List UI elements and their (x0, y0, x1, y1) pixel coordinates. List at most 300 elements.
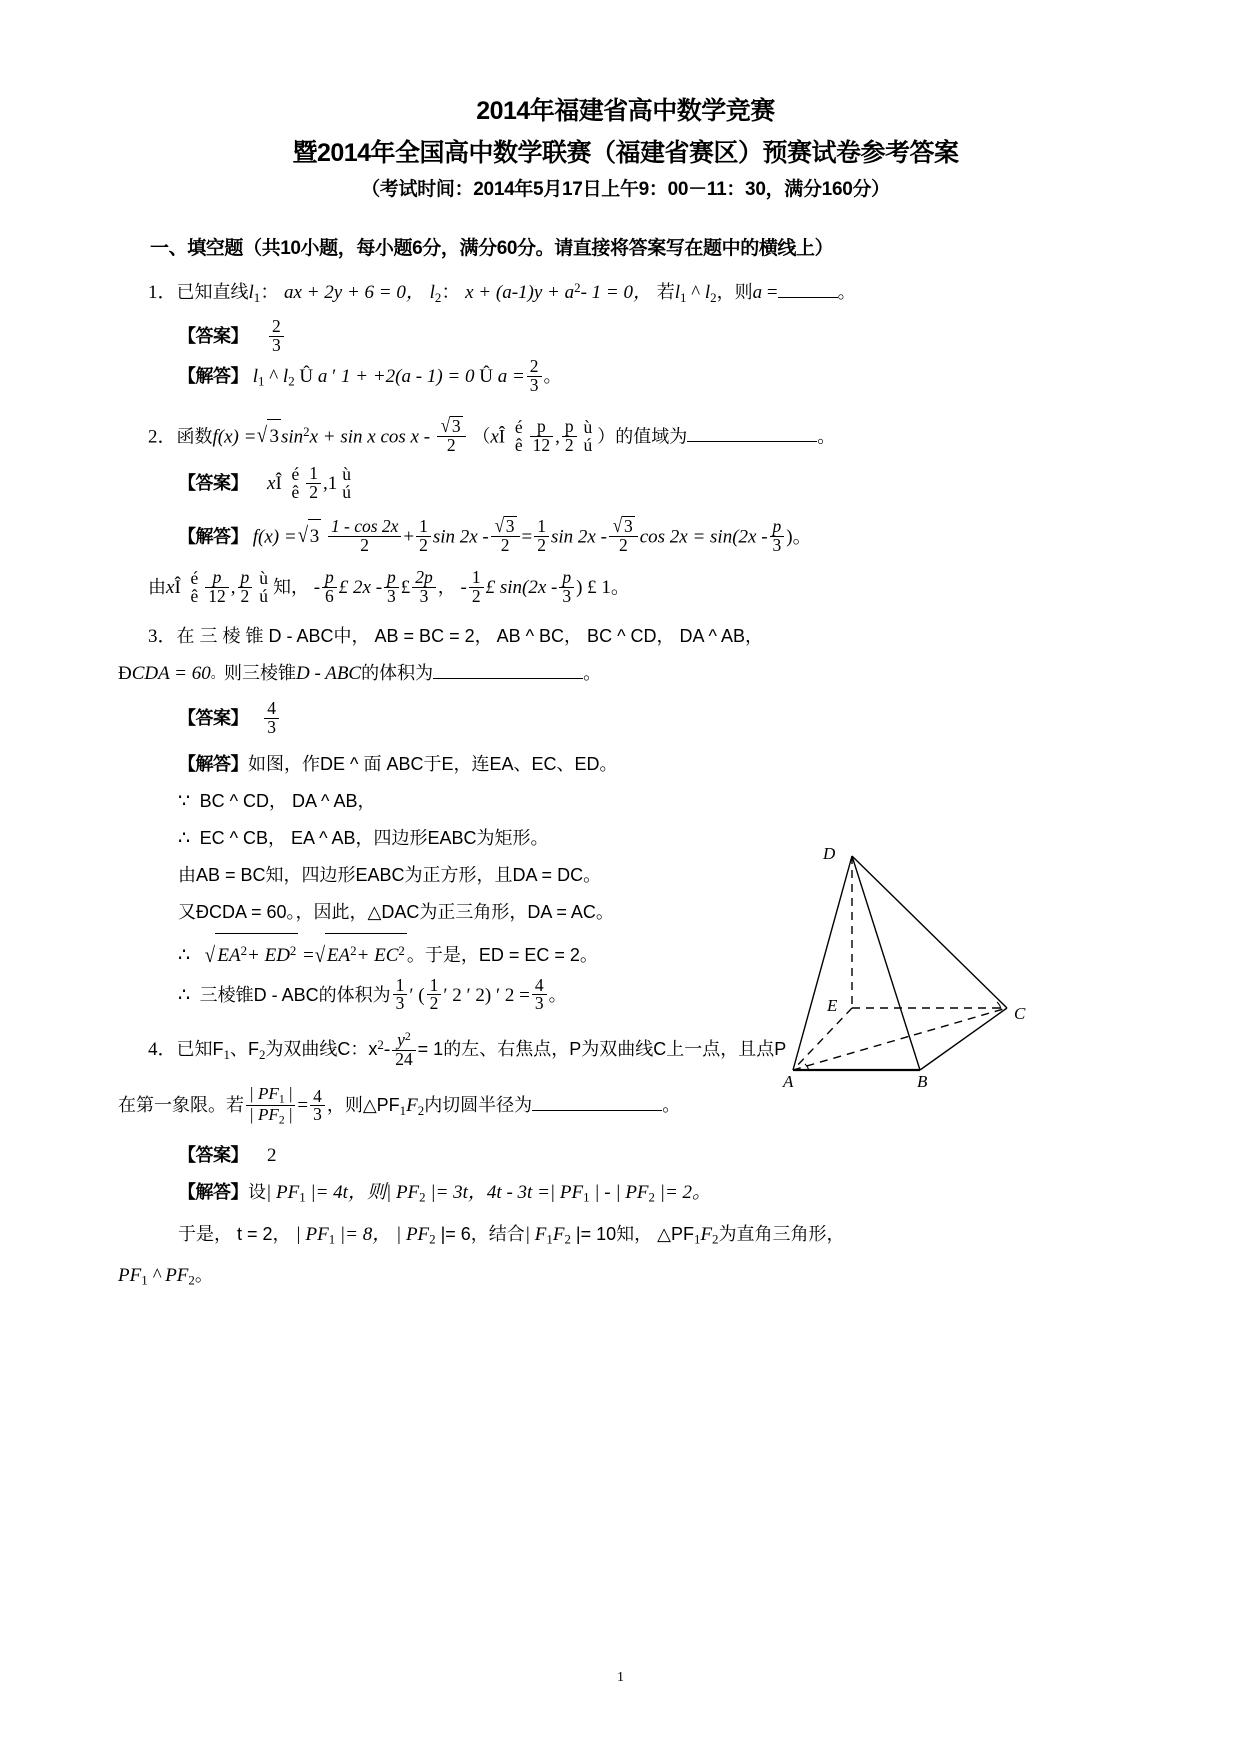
problem-1-solution (148, 358, 1103, 397)
plus-sign: + (403, 526, 415, 548)
sol4-l2-a2: |= 8， (335, 1223, 396, 1245)
therefore-symbol-b: ∴ (178, 828, 191, 850)
solution-label-2: 【解答】 (178, 526, 248, 547)
sol2-know: 知， (272, 576, 309, 597)
ratio-fraction (246, 1085, 295, 1126)
sol-frac-2 (416, 518, 431, 555)
edge-AC (793, 1008, 1007, 1070)
sol-result: a = (497, 366, 525, 388)
sup-2: 2 (240, 943, 248, 959)
iff-symbol-1: Û (299, 366, 314, 388)
frac-den: 3 (770, 536, 785, 555)
ea-term: EA (217, 945, 241, 967)
le-expr-3: £ sin(2x - (485, 576, 558, 598)
problem-2-text-a: 函数 (176, 426, 213, 447)
frac-den: 3 (559, 587, 574, 606)
sol-sin2x-1: sin 2x - (432, 526, 489, 548)
ans-comma-one: ,1 (323, 472, 338, 494)
cond-l2-sub: 2 (710, 289, 717, 305)
sol3-line3: EC ^ CB， EA ^ AB，四边形EABC为矩形。 (199, 828, 549, 849)
vol-t1: ′ ( (409, 984, 425, 1006)
pf1-num: | PF (249, 1084, 279, 1104)
frac-num: p (772, 516, 782, 537)
frac-den: 2 (427, 994, 442, 1013)
bracket-bot: ú (583, 435, 593, 456)
x-sup: 2 (377, 1037, 384, 1053)
bar-close: | (284, 1084, 293, 1104)
sup-2: 2 (398, 943, 405, 959)
problem-4-solution-l3 (118, 1259, 1103, 1297)
frac-num: p (387, 567, 396, 588)
period-2: 。 (817, 426, 836, 447)
answer-blank-1 (778, 297, 838, 298)
sqrt-3-sol (297, 519, 322, 553)
minus-2: - (313, 576, 321, 598)
problem-4-text-g: 内切圆半径为 (424, 1095, 533, 1116)
pf2-sub: 2 (278, 1113, 285, 1127)
frac-num (392, 1030, 415, 1050)
sin-term: sin (280, 426, 304, 448)
edge-DA (793, 856, 852, 1070)
in-symbol: Î (498, 426, 506, 448)
radical-sign: √ (257, 423, 268, 448)
sub-4: 2 (648, 1189, 655, 1205)
cond-l1: l (674, 282, 681, 304)
period-4: 。 (662, 1095, 681, 1116)
le-expr-4: ) £ 1。 (576, 576, 630, 598)
vol-t2: ′ 2 ′ 2) ′ 2 = (443, 984, 530, 1006)
equals-sol: = (521, 526, 533, 548)
domain-var: x (490, 426, 499, 448)
frac-den: 2 (328, 536, 401, 555)
sup-2: 2 (350, 943, 357, 959)
sol4-a2: |= 4t，则 (305, 1181, 386, 1203)
sol-var-a: a (317, 366, 328, 388)
pf1-sub: 1 (278, 1092, 285, 1106)
problem-4-solution-l1 (148, 1176, 1103, 1214)
problem-1-cond-pre: 若 (656, 282, 675, 303)
sub-5: 1 (693, 1231, 701, 1247)
ans-half (306, 465, 321, 502)
comma-2: ， (437, 576, 456, 597)
equals-l6: = (303, 945, 314, 967)
sol3-line4: 由AB = BC知，四边形EABC为正方形，且DA = DC。 (178, 865, 602, 886)
radical-sign: √ (205, 942, 216, 967)
domain-lower (530, 418, 553, 455)
vol-frac-1 (393, 974, 408, 1014)
perp-symbol: ^ (691, 282, 701, 304)
bracket-top: é (190, 568, 199, 589)
sol-l2: l (282, 366, 289, 388)
bar-close: | (284, 1105, 293, 1125)
frac-den: 12 (205, 587, 228, 606)
f2-lbl-b: F (700, 1223, 713, 1245)
sol3-line1: 如图，作DE ^ 面 ABC于E，连EA、EC、ED。 (248, 754, 618, 775)
var-a: a (752, 282, 763, 304)
frac-den: 2 (534, 536, 549, 555)
tetrahedron-figure (775, 838, 1055, 1093)
sol-sin2x-2: sin 2x - (550, 526, 607, 548)
frac-den: 24 (392, 1050, 415, 1069)
frac-num: 4 (267, 697, 276, 718)
problem-2-solution-line1 (148, 516, 1103, 555)
dashed-edges (793, 856, 1007, 1070)
page-content (118, 96, 1103, 1301)
frac-num: 2 (529, 356, 539, 377)
paren-close: ） (597, 426, 616, 447)
sub-3: 1 (583, 1189, 590, 1205)
frac-num: 1 (419, 516, 428, 537)
sol2-frac-2 (384, 569, 399, 606)
problem-2-solution-line2 (148, 569, 1103, 606)
frac-den: 2 (437, 436, 466, 455)
edge-DB (852, 856, 920, 1070)
problem-1-number: 1． (148, 282, 177, 304)
answer-value-4: 2 (267, 1144, 277, 1166)
angle-arc-C (997, 1002, 1001, 1010)
problem-2-text-b: 的值域为 (615, 426, 688, 447)
den-2: 2 (562, 436, 577, 455)
frac-num-sqrt: √ 3 (494, 514, 515, 537)
frac-num: 2 (272, 315, 281, 336)
frac-den: 2 (416, 536, 431, 555)
sol3-line7-pre: 三棱锥D - ABC的体积为 (199, 984, 391, 1005)
sol-fraction-1 (527, 358, 542, 395)
problem-3-answer (148, 697, 1103, 737)
sol-l2-sub: 2 (288, 373, 295, 389)
sol-perp-symbol: ^ (269, 366, 279, 388)
colon-1: ： (260, 282, 280, 304)
pi-2: p (564, 416, 574, 437)
edge-DC (852, 856, 1007, 1008)
problem-3-solution-l2 (148, 785, 1103, 818)
minus-3: - (460, 576, 467, 598)
sub-1: 1 (299, 1189, 306, 1205)
problem-2-f: f(x) = (212, 426, 257, 448)
y-sup: 2 (404, 1029, 411, 1044)
le-expr-1: £ 2x - (338, 576, 383, 598)
problem-1-l1: l (248, 282, 254, 304)
frac-num: 1 (471, 567, 481, 588)
problem-3-text-3: 的体积为 (361, 662, 434, 683)
pf1-b: | PF (549, 1181, 584, 1203)
bracket-bot: ê (291, 481, 300, 502)
sol2-right-bracket (256, 570, 271, 606)
perp-pf2: ^ PF (147, 1265, 189, 1287)
pf2-den: | PF (249, 1105, 279, 1125)
in-symbol-2: Î (275, 472, 282, 494)
sol-frac-4 (534, 518, 549, 555)
tri-f2-sub: 2 (417, 1102, 425, 1118)
sol-l1: l (252, 366, 259, 388)
times-symbol: ′ (332, 366, 337, 388)
frac-num: p (212, 567, 222, 588)
sol4-a8: |= 2。 (654, 1181, 712, 1203)
sol2-frac-3 (412, 569, 435, 606)
sol2-var: x (166, 576, 175, 598)
sol2-frac-5 (559, 569, 574, 606)
answer-fraction-3 (264, 697, 279, 737)
period-1: 。 (837, 282, 856, 303)
problem-1-l1-sub: 1 (253, 289, 261, 305)
problem-1-stem (148, 272, 1103, 314)
tri-f1-sub: 1 (399, 1102, 407, 1118)
problem-4-text-a: 已知F (176, 1039, 224, 1060)
sin-sup: 2 (303, 424, 310, 440)
bracket-top: é (514, 417, 523, 438)
solid-edges (793, 856, 1007, 1070)
section-heading: 一、填空题（共10小题，每小题6分，满分60分。请直接将答案写在题中的横线上） (150, 238, 834, 259)
radical-sign: √ (297, 523, 308, 548)
solution-label-1: 【解答】 (178, 366, 248, 387)
therefore-symbol-c: ∴ (178, 945, 191, 967)
pf1-d: PF (118, 1265, 142, 1287)
bracket-bot: ú (342, 481, 351, 502)
frac-den: 6 (322, 587, 337, 606)
bracket-top: ù (583, 417, 593, 438)
sol2-frac-4 (469, 569, 484, 606)
frac-den: 3 (384, 587, 399, 606)
frac-num (246, 1085, 295, 1105)
paren-open: （ (472, 426, 491, 447)
problem-3-stem-line2 (118, 657, 1103, 690)
pf1-c: | PF (295, 1223, 329, 1245)
answer-blank-3 (433, 678, 583, 679)
tri-f2: F (406, 1095, 418, 1117)
sol4-l2-pre: 于是， t = 2， (178, 1223, 296, 1244)
period-3: 。 (583, 662, 602, 683)
exam-info-line: （考试时间：2014年5月17日上午9：00－11：30，满分160分） (361, 179, 890, 200)
therefore-symbol-a: ∵ (178, 791, 191, 813)
problem-4-text-e: 在第一象限。若 (118, 1095, 244, 1116)
problem-3-stem-line1 (148, 620, 1103, 653)
problem-1-eq2-sup: 2 (574, 280, 581, 295)
frac-den: 2 (306, 483, 321, 502)
problem-2-number: 2． (148, 426, 177, 448)
ratio-value (310, 1085, 325, 1125)
sqrt3-over-2 (437, 416, 466, 455)
frac-num: 2p (415, 567, 433, 588)
answer-label-4: 【答案】 (178, 1144, 248, 1165)
angle-cda: CDA = 60 (131, 662, 211, 684)
minus-hyp: - (383, 1039, 391, 1061)
problem-1-answer (148, 315, 1103, 355)
sol3-line5: 又ÐCDA = 60。，因此，△DAC为正三角形，DA = AC。 (178, 902, 614, 923)
den-12: 12 (530, 436, 553, 455)
sol4-l2-a9: 为直角三角形， (718, 1223, 845, 1244)
figure-label-B: B (917, 1072, 928, 1091)
problem-4-answer (148, 1139, 1103, 1172)
problem-4-number: 4． (148, 1039, 177, 1061)
answer-label-1: 【答案】 (178, 325, 248, 346)
ans-var-x: x (267, 472, 276, 494)
pi-1: p (536, 416, 546, 437)
figure-label-D: D (823, 844, 836, 863)
angle-symbol: Ð (118, 662, 132, 684)
frac-num-sqrt: √ 3 (612, 514, 633, 537)
problem-4-text-b: 、F (229, 1039, 259, 1060)
problem-4-text-f: ，则△PF (326, 1095, 400, 1116)
vol-frac-3 (532, 974, 547, 1014)
solution-label-4: 【解答】 (178, 1181, 248, 1202)
sub-6: 2 (712, 1231, 719, 1247)
domain-left-bracket (512, 419, 526, 455)
problem-3-number: 3． (148, 625, 177, 647)
colon-2: ： (441, 282, 461, 304)
sol2-pre: 由 (148, 576, 166, 597)
sqrt-3 (256, 419, 281, 453)
bracket-top: ù (342, 464, 351, 485)
frac-den: 3 (532, 994, 547, 1013)
problem-3-text-1: 在 三 棱 锥 D - ABC中， AB = BC = 2， AB ^ BC， BC ^ CD， DA ^ AB， (176, 625, 763, 646)
radicand: 3 (623, 515, 633, 536)
figure-label-A: A (783, 1072, 794, 1091)
domain-upper (562, 418, 577, 455)
sol2-lower (205, 569, 228, 606)
sol-l1-sub: 1 (258, 373, 265, 389)
solution-label-3: 【解答】 (178, 754, 248, 775)
le-symbol-2: £ (400, 576, 411, 598)
bracket-bot: ê (190, 585, 199, 606)
frac-num: 1 - cos 2x (330, 516, 399, 537)
equals-1: = (766, 282, 778, 304)
radicand-2: 3 (451, 415, 461, 436)
frac-num: p (325, 567, 334, 588)
problem-1-text-a: 已知直线 (176, 282, 249, 303)
sol2-frac-1 (322, 569, 337, 606)
sol-f: f(x) = (252, 526, 297, 548)
ans-right-bracket (339, 466, 354, 502)
frac-num: 1 (537, 516, 546, 537)
sol3-line2: BC ^ CD， DA ^ AB， (199, 791, 376, 812)
period-sol4: 。 (194, 1265, 213, 1286)
radicand (215, 933, 298, 972)
ea-term: EA (326, 945, 351, 967)
frac-num: 1 (429, 974, 439, 995)
tetrahedron-svg (775, 838, 1055, 1093)
frac-den: 3 (264, 718, 279, 737)
edge-BC (920, 1008, 1007, 1070)
f1-sub: 1 (223, 1047, 230, 1063)
equals-ratio: = (297, 1095, 309, 1117)
frac-num: 1 (309, 463, 319, 484)
iff-symbol-2: Û (479, 366, 493, 388)
sol-frac-3 (491, 516, 520, 555)
answer-fraction-1 (269, 315, 284, 355)
sqrt-ea2-ec2 (314, 933, 407, 972)
problem-1-eq2c: - 1 = 0， (580, 282, 652, 304)
sol-expr: 1 + +2(a - 1) = 0 (341, 366, 475, 388)
frac-den: 3 (527, 376, 542, 395)
therefore-symbol-d: ∴ (178, 984, 191, 1006)
f1f2-a: | F (524, 1223, 547, 1245)
problem-4-text-d: = 1的左、右焦点，P为双曲线C上一点，且点P (417, 1039, 787, 1060)
sub-4: 2 (564, 1231, 571, 1247)
sol2-left-bracket (188, 570, 202, 606)
frac-den: 2 (238, 587, 253, 606)
page-title: 2014年福建省高中数学竞赛 (476, 97, 775, 125)
dabc-label: D - ABC (296, 662, 362, 684)
ed-term: + ED (247, 945, 290, 967)
problem-1-eq2b: 1)y + a (518, 282, 575, 304)
problem-1-eq2a: x + (a (465, 282, 512, 304)
sol4-l2-a7: |= 10知， △PF (570, 1223, 694, 1244)
pf2-b: | PF (615, 1181, 649, 1203)
ec-term: + EC (356, 945, 399, 967)
frac-den: 2 (609, 536, 638, 555)
frac-num: 1 (395, 974, 405, 995)
frac-num-sqrt: √ 3 (440, 414, 461, 437)
sol3-line6-tail: 。于是，ED = EC = 2。 (406, 945, 598, 966)
sol4-a6: | - (589, 1181, 616, 1203)
radicand: 3 (308, 519, 322, 553)
frac-den: 3 (393, 994, 408, 1013)
sub-1: 1 (141, 1272, 148, 1288)
frac-num: 4 (534, 974, 544, 995)
sol-cos2x: cos 2x = sin(2x - (639, 526, 768, 548)
frac-num: 4 (313, 1085, 322, 1106)
frac-den (246, 1105, 295, 1126)
problem-1-l2: l (429, 282, 435, 304)
frac-den: 3 (310, 1105, 325, 1124)
radicand: 3 (267, 419, 281, 453)
radicand (325, 933, 407, 972)
answer-label-3: 【答案】 (178, 707, 248, 728)
page-number: 1 (617, 1670, 624, 1685)
pf2-c: | PF (395, 1223, 430, 1245)
f2-lbl: F (552, 1223, 565, 1245)
problem-2-stem (148, 416, 1103, 455)
problem-4-text-c: 为双曲线C：x (265, 1039, 378, 1060)
sol4-l2-a4: |= 6，结合 (435, 1223, 525, 1244)
pf2-a: | PF (385, 1181, 420, 1203)
frac-den: 2 (491, 536, 520, 555)
frac-num: p (240, 567, 250, 588)
figure-label-E: E (827, 996, 838, 1015)
sol4-a4: |= 3t，4t - 3t = (425, 1181, 550, 1203)
problem-2-terms: x + sin x cos x - (309, 426, 431, 448)
cond-l1-sub: 1 (680, 289, 687, 305)
sol4-pre: 设 (248, 1181, 266, 1202)
radicand: 3 (505, 515, 515, 536)
answer-blank-4 (532, 1110, 662, 1111)
vol-frac-2 (427, 974, 442, 1014)
sol-frac-6 (770, 518, 785, 555)
domain-right-bracket (581, 419, 596, 455)
sol2-comma: , (230, 576, 236, 598)
answer-label-2: 【答案】 (178, 472, 248, 493)
problem-2-answer (148, 465, 1103, 502)
cond-l2: l (704, 282, 711, 304)
period-vol: 。 (548, 984, 567, 1005)
radical-sign: √ (314, 942, 325, 967)
bracket-bot: ú (259, 585, 268, 606)
period: 。 (543, 366, 562, 387)
sol-frac-5 (609, 516, 638, 555)
sup-2: 2 (289, 943, 297, 959)
frac-den: 3 (269, 336, 284, 355)
sol-frac-1 (328, 518, 401, 555)
answer-blank-2 (687, 441, 817, 442)
sqrt-ea2-ed2 (204, 933, 298, 972)
sub-2: 2 (188, 1272, 195, 1288)
bracket-bot: ê (514, 435, 523, 456)
sub-2: 2 (429, 1231, 436, 1247)
frac-den: 3 (412, 587, 435, 606)
problem-3-solution-l1 (148, 748, 1103, 781)
y-var: y (397, 1029, 405, 1050)
f2-sub: 2 (258, 1047, 266, 1063)
